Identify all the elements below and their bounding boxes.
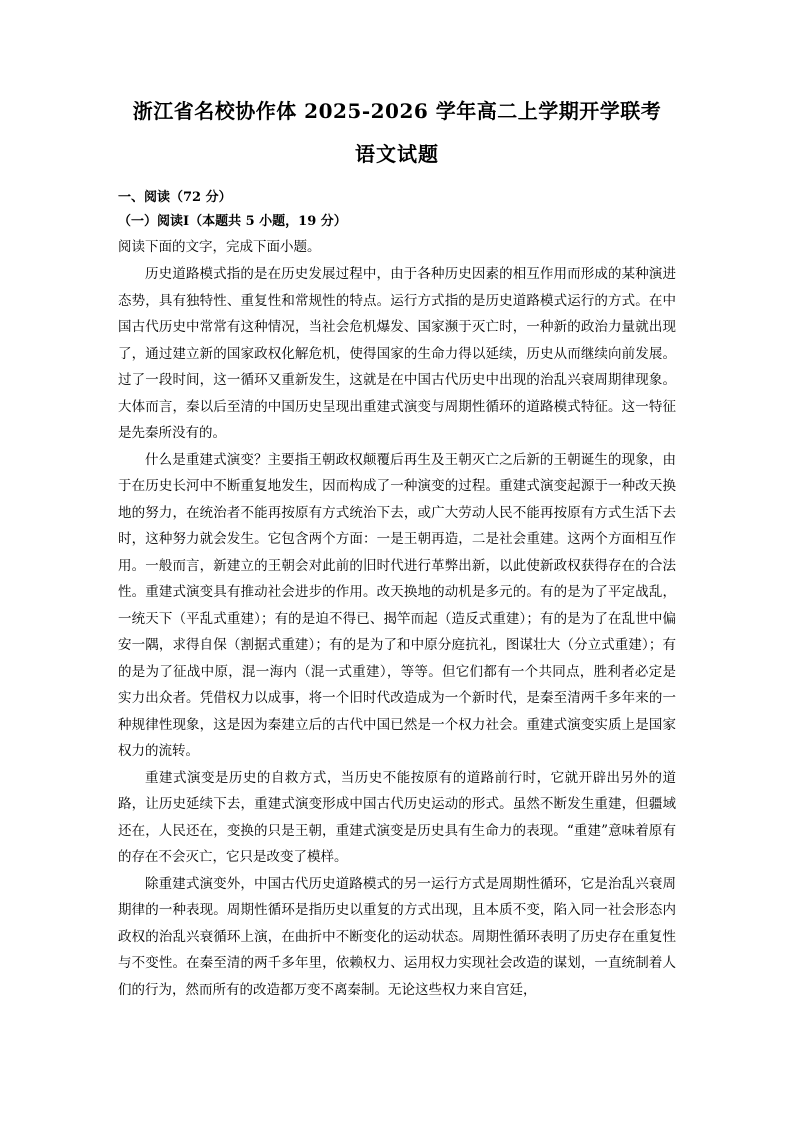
passage-paragraph: 什么是重建式演变？主要指王朝政权颠覆后再生及王朝灭亡之后新的王朝诞生的现象，由于在历史长河中不断重复地发生，因而构成了一种演变的过程。重建式演变起源于一种改天换地的努力，在统治者不能再按原有方式统治下去，或广大劳动人民不能再按原有方式生活下去时，这种努力就会发生。它包含两个方面：一是王朝再造，二是社会重建。这两个方面相互作用。一般而言，新建立的王朝会对此前的旧时代进行革弊出新，以此使新政权获得存在的合法性。重建式演变具有推动社会进步的作用。改天换地的动机是多元的。有的是为了平定战乱，一统天下（平乱式重建）；有的是迫不得已、揭竿而起（造反式重建）；有的是为了在乱世中偏安一隅，求得自保（割据式重建）；有的是为了和中原分庭抗礼，图谋壮大（分立式重建）；有的是为了征战中原，混一海内（混一式重建），等等。但它们都有一个共同点，胜利者必定是实力出众者。凭借权力以成事，将一个旧时代改造成为一个新时代，是秦至清两千多年来的一种规律性现象，这是因为秦建立后的古代中国已然是一个权力社会。重建式演变实质上是国家权力的流转。 bbox=[118, 451, 676, 759]
section-heading: 一、阅读（72 分） bbox=[118, 190, 232, 205]
document-subtitle: 语文试题 bbox=[355, 142, 439, 166]
passage-paragraph: 除重建式演变外，中国古代历史道路模式的另一运行方式是周期性循环，它是治乱兴衰周期律的一种表现。周期性循环是指历史以重复的方式出现，且本质不变，陷入同一社会形态内政权的治乱兴衰循环上演，在曲折中不断变化的运动状态。周期性循环表明了历史存在重复性与不变性。在秦至清的两千多年里，依赖权力、运用权力实现社会改造的谋划，一直统制着人们的行为，然而所有的改造都万变不离秦制。无论这些权力来自宫廷， bbox=[118, 875, 676, 998]
passage bbox=[118, 261, 676, 1003]
passage-paragraph: 历史道路模式指的是在历史发展过程中，由于各种历史因素的相互作用而形成的某种演进态势，具有独特性、重复性和常规性的特点。运行方式指的是历史道路模式运行的方式。在中国古代历史中常常有这种情况，当社会危机爆发、国家濒于灭亡时，一种新的政治力量就出现了，通过建立新的国家政权化解危机，使得国家的生命力得以延续，历史从而继续向前发展。过了一段时间，这一循环又重新发生，这就是在中国古代历史中出现的治乱兴衰周期律现象。大体而言，秦以后至清的中国历史呈现出重建式演变与周期性循环的道路模式特征。这一特征是先秦所没有的。 bbox=[118, 266, 676, 441]
section-subheading: （一）阅读Ⅰ（本题共 5 小题，19 分） bbox=[118, 214, 347, 229]
document-title: 浙江省名校协作体 2025-2026 学年高二上学期开学联考 bbox=[132, 99, 662, 123]
passage-paragraph: 重建式演变是历史的自救方式，当历史不能按原有的道路前行时，它就开辟出另外的道路，让历史延续下去，重建式演变形成中国古代历史运动的形式。虽然不断发生重建，但疆域还在，人民还在，变换的只是王朝，重建式演变是历史具有生命力的表现。“重建”意味着原有的存在不会灭亡，它只是改变了模样。 bbox=[118, 769, 676, 865]
reading-instruction: 阅读下面的文字，完成下面小题。 bbox=[118, 239, 321, 255]
